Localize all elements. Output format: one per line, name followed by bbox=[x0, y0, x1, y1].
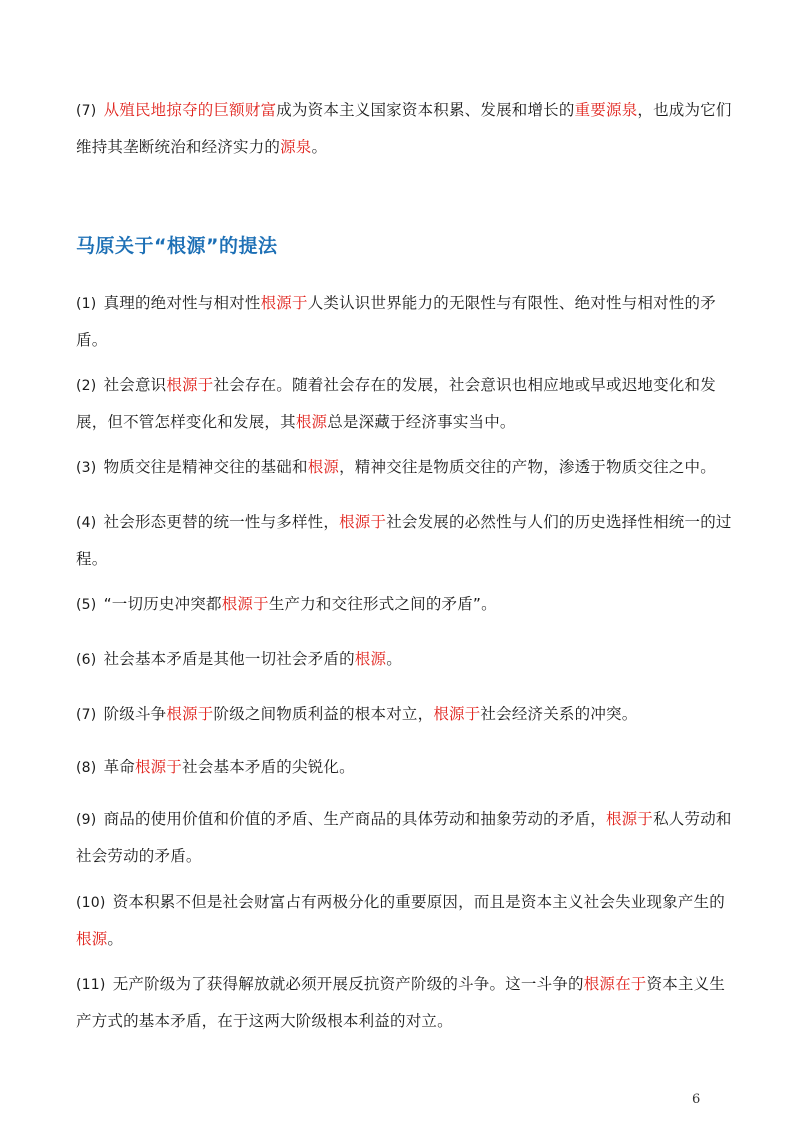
body-text: 社会意识 bbox=[103, 376, 167, 394]
item-number: (1) bbox=[76, 296, 97, 312]
body-text: “一切历史冲突都 bbox=[103, 595, 222, 613]
list-item-10 bbox=[76, 884, 732, 957]
body-text: 阶级斗争 bbox=[103, 705, 167, 723]
body-text: 。 bbox=[386, 650, 402, 668]
body-text: ，也成为它们维持其垄断统治和经济实力的 bbox=[76, 101, 732, 156]
highlight-text: 从殖民地掠夺的巨额财富 bbox=[103, 101, 277, 119]
highlight-text: 根源于 bbox=[134, 758, 183, 776]
body-text: 成为资本主义国家资本积累、发展和增长的 bbox=[276, 101, 575, 119]
list-item-2 bbox=[76, 367, 732, 440]
section-heading: 马原关于“根源”的提法 bbox=[76, 235, 278, 257]
item-number: (9) bbox=[76, 812, 97, 828]
body-text: 资本积累不但是社会财富占有两极分化的重要原因，而且是资本主义社会失业现象产生的 bbox=[112, 893, 725, 911]
list-item-11 bbox=[76, 966, 732, 1039]
highlight-text: 重要源泉 bbox=[574, 101, 638, 119]
list-item-4 bbox=[76, 504, 732, 577]
item-number: (4) bbox=[76, 515, 97, 531]
highlight-text: 根源 bbox=[354, 650, 387, 668]
body-text: 社会经济关系的冲突。 bbox=[480, 705, 638, 723]
body-text: 总是深藏于经济事实当中。 bbox=[327, 413, 516, 431]
item-number: (6) bbox=[76, 652, 97, 668]
body-text: 。 bbox=[311, 138, 328, 156]
highlight-text: 源泉 bbox=[280, 138, 312, 156]
list-item-8 bbox=[76, 749, 732, 786]
item-number: (8) bbox=[76, 760, 97, 776]
highlight-text: 根源于 bbox=[433, 705, 481, 723]
highlight-text: 根源于 bbox=[339, 513, 387, 531]
item-number: (3) bbox=[76, 460, 97, 476]
body-text: ，精神交往是物质交往的产物，渗透于物质交往之中。 bbox=[339, 458, 716, 476]
list-item-9 bbox=[76, 801, 732, 874]
highlight-text: 根源于 bbox=[166, 376, 214, 394]
body-text: 物质交往是精神交往的基础和 bbox=[103, 458, 308, 476]
list-item-3 bbox=[76, 449, 732, 486]
highlight-text: 根源于 bbox=[221, 595, 269, 613]
body-text: 商品的使用价值和价值的矛盾、生产商品的具体劳动和抽象劳动的矛盾， bbox=[103, 810, 606, 828]
body-text: 革命 bbox=[103, 758, 135, 776]
highlight-text: 根源 bbox=[76, 930, 108, 948]
page-number: 6 bbox=[692, 1092, 701, 1107]
highlight-text: 根源 bbox=[295, 413, 328, 431]
body-text: 无产阶级为了获得解放就必须开展反抗资产阶级的斗争。这一斗争的 bbox=[112, 975, 584, 993]
item-number: (2) bbox=[76, 378, 97, 394]
highlight-text: 根源 bbox=[307, 458, 340, 476]
body-text: 社会基本矛盾是其他一切社会矛盾的 bbox=[103, 650, 355, 668]
item-number: (10) bbox=[76, 895, 106, 911]
body-text: 社会形态更替的统一性与多样性， bbox=[103, 513, 340, 531]
item-number: (7) bbox=[76, 707, 97, 723]
body-text: 私人劳动和社会劳动的矛盾。 bbox=[76, 810, 732, 865]
item-number: (11) bbox=[76, 977, 106, 993]
list-item-6 bbox=[76, 641, 732, 678]
highlight-text: 根源于 bbox=[605, 810, 654, 828]
highlight-text: 根源于 bbox=[260, 294, 308, 312]
highlight-text: 根源于 bbox=[166, 705, 214, 723]
body-text: 资本主义生产方式的基本矛盾，在于这两大阶级根本利益的对立。 bbox=[76, 975, 726, 1030]
list-item-5 bbox=[76, 586, 732, 623]
body-text: 社会发展的必然性与人们的历史选择性相统一的过程。 bbox=[76, 513, 732, 568]
body-text: 社会存在。随着社会存在的发展，社会意识也相应地或早或迟地变化和发展，但不管怎样变化和发展，其 bbox=[76, 376, 716, 431]
list-item-7 bbox=[76, 696, 732, 733]
body-text: 。 bbox=[107, 930, 124, 948]
body-text: 生产力和交往形式之间的矛盾”。 bbox=[268, 595, 497, 613]
item-number: (7) bbox=[76, 103, 97, 119]
body-text: 人类认识世界能力的无限性与有限性、绝对性与相对性的矛盾。 bbox=[76, 294, 716, 349]
highlight-text: 根源在于 bbox=[583, 975, 647, 993]
body-text: 真理的绝对性与相对性 bbox=[103, 294, 261, 312]
body-text: 阶级之间物质利益的根本对立， bbox=[213, 705, 434, 723]
list-item-1 bbox=[76, 285, 732, 358]
intro-paragraph-7 bbox=[76, 92, 732, 165]
body-text: 社会基本矛盾的尖锐化。 bbox=[182, 758, 355, 776]
item-number: (5) bbox=[76, 597, 97, 613]
